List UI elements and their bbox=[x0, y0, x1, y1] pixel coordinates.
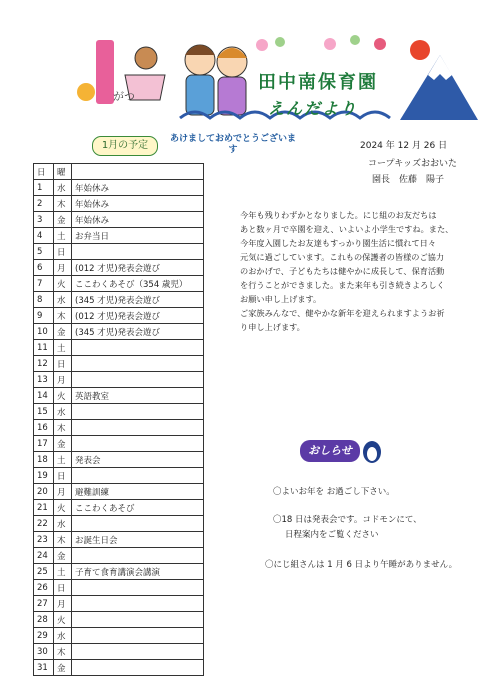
table-row bbox=[34, 260, 204, 276]
cell-day: 5 bbox=[34, 244, 54, 260]
cell-day: 7 bbox=[34, 276, 54, 292]
table-row bbox=[34, 452, 204, 468]
cell-day: 29 bbox=[34, 628, 54, 644]
kimono-icon bbox=[186, 75, 214, 115]
cell-day: 21 bbox=[34, 500, 54, 516]
cell-day: 6 bbox=[34, 260, 54, 276]
table-row bbox=[34, 564, 204, 580]
flower-icon bbox=[77, 83, 95, 101]
issue-date: 2024 年 12 月 26 日 bbox=[360, 141, 448, 151]
header-weekday: 曜 bbox=[54, 164, 72, 180]
cell-event: (345 才児)発表会遊び bbox=[72, 324, 204, 340]
cell-event: お誕生日会 bbox=[72, 532, 204, 548]
cell-weekday: 日 bbox=[54, 244, 72, 260]
notice-recital-detail: 日程案内をご覧ください bbox=[285, 530, 379, 540]
table-row bbox=[34, 356, 204, 372]
cell-day: 28 bbox=[34, 612, 54, 628]
cell-day: 4 bbox=[34, 228, 54, 244]
table-row bbox=[34, 500, 204, 516]
cell-event bbox=[72, 356, 204, 372]
letter-line: のおかげで、子どもたちは健やかに成長して、保育活動 bbox=[240, 266, 445, 276]
cell-event bbox=[72, 644, 204, 660]
notice-recital: 〇18 日は発表会です。コドモンにて、 bbox=[273, 515, 422, 525]
cell-weekday: 日 bbox=[54, 468, 72, 484]
table-row bbox=[34, 228, 204, 244]
cell-event: 子育て食育講演会講演 bbox=[72, 564, 204, 580]
cell-weekday: 金 bbox=[54, 548, 72, 564]
cell-event bbox=[72, 244, 204, 260]
leaf-icon bbox=[350, 35, 360, 45]
cell-event bbox=[72, 372, 204, 388]
cell-event: ここわくあそび（354 歳児） bbox=[72, 276, 204, 292]
table-row bbox=[34, 612, 204, 628]
cell-event: 発表会 bbox=[72, 452, 204, 468]
cell-weekday: 土 bbox=[54, 452, 72, 468]
principal-name: 園長 佐藤 陽子 bbox=[372, 175, 445, 185]
cell-event: (345 才児)発表会遊び bbox=[72, 292, 204, 308]
sun-icon bbox=[410, 40, 430, 60]
cell-weekday: 土 bbox=[54, 228, 72, 244]
cell-day: 9 bbox=[34, 308, 54, 324]
cell-weekday: 木 bbox=[54, 420, 72, 436]
month-suffix: がつ bbox=[113, 90, 135, 103]
table-row bbox=[34, 212, 204, 228]
cell-weekday: 木 bbox=[54, 532, 72, 548]
table-row bbox=[34, 340, 204, 356]
cell-event: 避難訓練 bbox=[72, 484, 204, 500]
month-numeral-block bbox=[96, 40, 114, 104]
cell-event: 英語教室 bbox=[72, 388, 204, 404]
cell-weekday: 火 bbox=[54, 612, 72, 628]
plum-flower-icon bbox=[324, 38, 336, 50]
letter-line: 元気に過ごしています。これもの保護者の皆様のご協力 bbox=[240, 252, 445, 262]
letter-line: 今年も残りわずかとなりました。にじ組のお友だちは bbox=[240, 210, 437, 220]
penguin-icon bbox=[360, 436, 384, 464]
cell-day: 8 bbox=[34, 292, 54, 308]
cell-day: 2 bbox=[34, 196, 54, 212]
header-art bbox=[0, 0, 495, 135]
cell-event bbox=[72, 612, 204, 628]
cell-weekday: 土 bbox=[54, 564, 72, 580]
table-row bbox=[34, 388, 204, 404]
cell-weekday: 水 bbox=[54, 516, 72, 532]
table-row bbox=[34, 404, 204, 420]
table-row bbox=[34, 436, 204, 452]
cell-event bbox=[72, 420, 204, 436]
cell-weekday: 火 bbox=[54, 388, 72, 404]
notices-title: おしらせ bbox=[300, 440, 360, 462]
cell-weekday: 火 bbox=[54, 276, 72, 292]
cell-event: 年始休み bbox=[72, 212, 204, 228]
cell-day: 18 bbox=[34, 452, 54, 468]
letter-line: 今年度入園したお友達もすっかり園生活に慣れて日々 bbox=[240, 238, 437, 248]
cell-weekday: 月 bbox=[54, 596, 72, 612]
letter-line: り申し上げます。 bbox=[240, 322, 305, 332]
cell-weekday: 日 bbox=[54, 580, 72, 596]
cell-weekday: 水 bbox=[54, 292, 72, 308]
table-row bbox=[34, 516, 204, 532]
cell-event: 年始休み bbox=[72, 180, 204, 196]
cell-weekday: 金 bbox=[54, 212, 72, 228]
cell-day: 31 bbox=[34, 660, 54, 676]
letter-line: あと数ヶ月で卒園を迎え、いよいよ小学生ですね。また、 bbox=[240, 224, 454, 234]
cell-weekday: 水 bbox=[54, 404, 72, 420]
cell-day: 23 bbox=[34, 532, 54, 548]
table-row bbox=[34, 372, 204, 388]
cell-weekday: 日 bbox=[54, 356, 72, 372]
table-row bbox=[34, 484, 204, 500]
cell-day: 22 bbox=[34, 516, 54, 532]
kimono-icon bbox=[218, 77, 246, 115]
cell-day: 17 bbox=[34, 436, 54, 452]
cell-weekday: 月 bbox=[54, 372, 72, 388]
cell-day: 20 bbox=[34, 484, 54, 500]
cell-day: 14 bbox=[34, 388, 54, 404]
header-event bbox=[72, 164, 204, 180]
cell-day: 3 bbox=[34, 212, 54, 228]
cell-day: 13 bbox=[34, 372, 54, 388]
notice-new-year: 〇よいお年を お過ごし下さい。 bbox=[273, 487, 395, 497]
cell-event bbox=[72, 628, 204, 644]
cell-event bbox=[72, 660, 204, 676]
cell-weekday: 月 bbox=[54, 484, 72, 500]
cell-event bbox=[72, 436, 204, 452]
table-row bbox=[34, 644, 204, 660]
cell-event: ここわくあそび bbox=[72, 500, 204, 516]
letter-line: を行うことができました。また来年も引き続きよろしく bbox=[240, 280, 445, 290]
notice-nap: 〇にじ組さんは 1 月 6 日より午睡がありません。 bbox=[265, 560, 458, 570]
cell-weekday: 金 bbox=[54, 660, 72, 676]
schedule-table bbox=[33, 163, 204, 676]
cell-day: 15 bbox=[34, 404, 54, 420]
greeting-letter bbox=[240, 208, 475, 334]
leaf-icon bbox=[275, 37, 285, 47]
table-row bbox=[34, 180, 204, 196]
table-row bbox=[34, 548, 204, 564]
cell-day: 24 bbox=[34, 548, 54, 564]
plum-flower-icon bbox=[256, 39, 268, 51]
cell-weekday: 月 bbox=[54, 260, 72, 276]
cell-event: お弁当日 bbox=[72, 228, 204, 244]
table-row bbox=[34, 324, 204, 340]
table-row bbox=[34, 244, 204, 260]
table-row bbox=[34, 628, 204, 644]
cell-event: (012 才児)発表会遊び bbox=[72, 260, 204, 276]
schedule-banner: 1月の予定 bbox=[92, 136, 158, 156]
cell-day: 30 bbox=[34, 644, 54, 660]
cell-event: (012 才児)発表会遊び bbox=[72, 308, 204, 324]
greeting-banner: あけましておめでとうございます bbox=[169, 134, 296, 155]
cell-event bbox=[72, 580, 204, 596]
cell-event bbox=[72, 596, 204, 612]
cell-day: 27 bbox=[34, 596, 54, 612]
header-day: 日 bbox=[34, 164, 54, 180]
table-row bbox=[34, 596, 204, 612]
cell-event: 年始休み bbox=[72, 196, 204, 212]
cell-day: 19 bbox=[34, 468, 54, 484]
cell-weekday: 土 bbox=[54, 340, 72, 356]
cell-weekday: 木 bbox=[54, 308, 72, 324]
cell-event bbox=[72, 340, 204, 356]
cell-day: 26 bbox=[34, 580, 54, 596]
cell-day: 25 bbox=[34, 564, 54, 580]
cell-event bbox=[72, 468, 204, 484]
cell-weekday: 金 bbox=[54, 324, 72, 340]
cell-event bbox=[72, 404, 204, 420]
table-row bbox=[34, 580, 204, 596]
cell-day: 16 bbox=[34, 420, 54, 436]
organization-name: コープキッズおおいた bbox=[368, 159, 458, 169]
letter-line: ご家族みんなで、健やかな新年を迎えられますようお祈 bbox=[240, 308, 445, 318]
cell-day: 10 bbox=[34, 324, 54, 340]
cell-day: 11 bbox=[34, 340, 54, 356]
table-row bbox=[34, 468, 204, 484]
cell-day: 1 bbox=[34, 180, 54, 196]
cell-weekday: 水 bbox=[54, 628, 72, 644]
table-row bbox=[34, 420, 204, 436]
table-row bbox=[34, 196, 204, 212]
table-header-row bbox=[34, 164, 204, 180]
cell-event bbox=[72, 548, 204, 564]
cell-weekday: 火 bbox=[54, 500, 72, 516]
cell-weekday: 水 bbox=[54, 180, 72, 196]
cell-event bbox=[72, 516, 204, 532]
letter-line: お願い申し上げます。 bbox=[240, 294, 322, 304]
monkey-icon bbox=[135, 47, 157, 69]
table-row bbox=[34, 308, 204, 324]
header-illustration bbox=[0, 0, 495, 135]
cell-weekday: 木 bbox=[54, 644, 72, 660]
newsletter-name: えんだより bbox=[268, 99, 359, 118]
cell-weekday: 木 bbox=[54, 196, 72, 212]
table-row bbox=[34, 292, 204, 308]
cell-weekday: 金 bbox=[54, 436, 72, 452]
plum-flower-icon bbox=[374, 38, 386, 50]
table-row bbox=[34, 532, 204, 548]
table-row bbox=[34, 660, 204, 676]
table-row bbox=[34, 276, 204, 292]
cell-day: 12 bbox=[34, 356, 54, 372]
school-name: 田中南保育園 bbox=[258, 72, 378, 93]
